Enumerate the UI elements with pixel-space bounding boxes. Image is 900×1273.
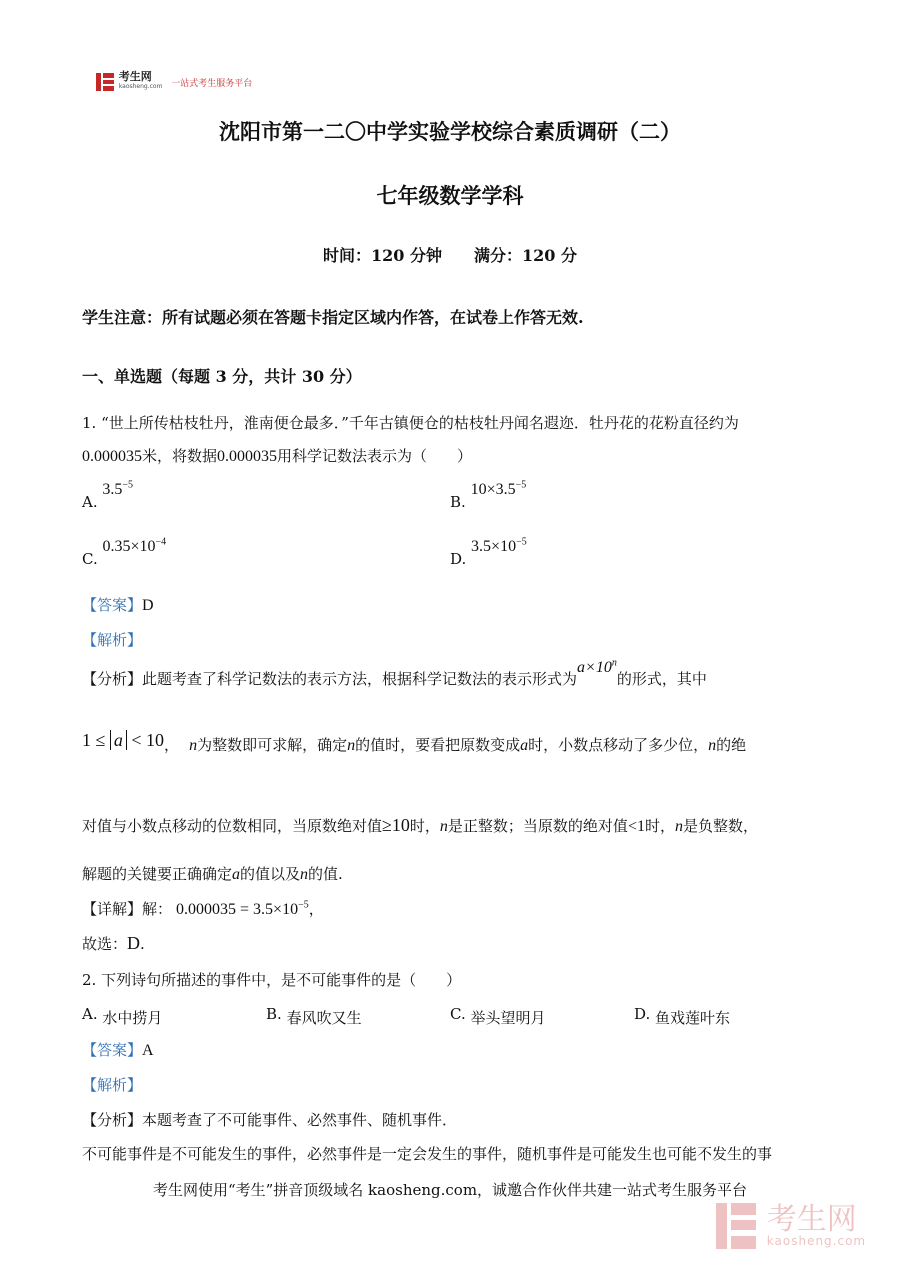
q1-fenxi-line4 <box>82 863 343 884</box>
q2-answer <box>82 1039 154 1060</box>
range-formula: 1 ≤ a < 10 <box>82 730 165 750</box>
q1-analysis-tag: 【解析】 <box>82 631 143 649</box>
fenxi-text: 的值. <box>308 865 343 883</box>
choose-text: 故选： <box>82 935 128 953</box>
option-letter: B. <box>266 1005 282 1023</box>
q1-text-a: 米，将数据 <box>142 447 218 465</box>
q1-fenxi-line1 <box>82 657 707 689</box>
formula-a-10n: $a\times 10^n$ <box>577 657 617 676</box>
q1-num2: 0.000035 <box>217 448 278 465</box>
var-n: n <box>439 818 448 835</box>
q2-option-b <box>266 1003 362 1027</box>
detail-text: ， <box>308 900 324 918</box>
watermark-domain: kaosheng.com <box>766 1234 867 1248</box>
var-n: n <box>300 866 309 883</box>
q1-fenxi-line2 <box>82 730 747 755</box>
q1-choose <box>82 933 145 954</box>
q1-option-d <box>450 537 527 569</box>
q1-stem-line2 <box>82 445 472 466</box>
notice: 学生注意：所有试题必须在答题卡指定区域内作答，在试卷上作答无效. <box>82 308 584 327</box>
option-formula: $10\times 3.5^{-5}$ <box>470 480 527 499</box>
answer-value: A <box>142 1042 154 1059</box>
watermark <box>716 1203 866 1249</box>
option-formula: $3.5^{-5}$ <box>102 480 134 499</box>
q2-fenxi <box>82 1109 457 1130</box>
q2-option-d <box>634 1003 731 1027</box>
fenxi-text: 时，小数点移动了多少位， <box>528 736 709 754</box>
logo-text: 考生网 <box>118 70 152 83</box>
choose-text: . <box>140 935 145 953</box>
var-n: n <box>347 737 356 754</box>
fenxi-tag: 【分析】 <box>82 670 143 688</box>
option-text: 举头望明月 <box>470 1009 546 1027</box>
fenxi-text: 本题考查了不可能事件、必然事件、随机事件． <box>142 1111 458 1129</box>
fenxi-text: 时， <box>644 817 675 835</box>
detail-tag: 【详解】 <box>82 900 143 918</box>
q2-analysis-tag: 【解析】 <box>82 1076 143 1094</box>
var-a: a <box>232 866 241 883</box>
watermark-logo-icon <box>716 1203 756 1249</box>
fenxi-text: 是正整数；当原数的绝对值 <box>447 817 628 835</box>
q1-stem-line1: 1. “世上所传枯枝牡丹，淮南便仓最多．”千年古镇便仓的枯枝牡丹闻名遐迩．牡丹花的花粉直径约为 <box>82 414 739 432</box>
lt-1: <1 <box>627 818 645 835</box>
watermark-text: 考生网 <box>766 1202 857 1237</box>
footer-text: 考生网使用“考生”拼音顶级域名 kaosheng.com，诚邀合作伙伴共建一站式考生服务平台 <box>152 1181 748 1199</box>
header-logo <box>96 72 252 94</box>
option-letter: D. <box>450 550 467 569</box>
q1-option-a <box>82 480 134 512</box>
fenxi-text: 的形式，其中 <box>616 670 707 688</box>
q2-option-c <box>450 1003 546 1027</box>
detail-formula: $0.000035 = 3.5\times 10^{-5}$ <box>176 899 309 918</box>
fenxi-text: 的值以及 <box>240 865 301 883</box>
choose-value: D <box>127 933 141 953</box>
q1-num1: 0.000035 <box>82 448 142 465</box>
fenxi-tag: 【分析】 <box>82 1111 143 1129</box>
fenxi-text: 为整数即可求解，确定 <box>197 736 348 754</box>
ge-10: ≥10 <box>382 815 410 835</box>
logo-domain: kaosheng.com <box>118 83 163 90</box>
var-a: a <box>520 737 529 754</box>
q1-detail <box>82 898 324 919</box>
answer-tag: 【答案】 <box>82 1041 143 1059</box>
option-letter: C. <box>82 550 98 569</box>
option-formula: $3.5\times 10^{-5}$ <box>471 537 527 556</box>
var-n: n <box>189 737 198 754</box>
fenxi-text: 此题考查了科学记数法的表示方法，根据科学记数法的表示形式为 <box>142 670 578 688</box>
kaosheng-logo-icon <box>96 73 114 91</box>
fenxi-text: ， <box>164 736 180 754</box>
fenxi-text: 是负整数， <box>682 817 758 835</box>
exam-info: 时间：120 分钟 满分：120 分 <box>323 246 577 265</box>
q1-option-b <box>450 480 527 512</box>
detail-text: 解： <box>142 900 173 918</box>
q1-option-c <box>82 537 167 569</box>
option-letter: A. <box>82 1005 98 1023</box>
logo-slogan: 一站式考生服务平台 <box>171 78 253 89</box>
q1-answer <box>82 594 154 615</box>
fenxi-text: 时， <box>409 817 440 835</box>
q1-fenxi-line3 <box>82 815 758 836</box>
option-letter: A. <box>82 493 98 512</box>
var-n: n <box>708 737 717 754</box>
page-title: 沈阳市第一二〇中学实验学校综合素质调研（二） <box>219 119 681 144</box>
option-letter: D. <box>634 1005 651 1023</box>
q2-option-a <box>82 1003 163 1027</box>
fenxi-text: 解题的关键要正确确定 <box>82 865 233 883</box>
option-text: 鱼戏莲叶东 <box>655 1009 731 1027</box>
answer-tag: 【答案】 <box>82 596 143 614</box>
fenxi-text: 的绝 <box>716 736 747 754</box>
option-text: 水中捞月 <box>102 1009 163 1027</box>
q1-text-b: 用科学记数法表示为（ ） <box>277 447 473 465</box>
fenxi-text: 对值与小数点移动的位数相同，当原数绝对值 <box>82 817 383 835</box>
q2-explain-line: 不可能事件是不可能发生的事件，必然事件是一定会发生的事件，随机事件是可能发生也可能不发生的事 <box>82 1145 773 1163</box>
answer-value: D <box>142 597 154 614</box>
option-formula: $0.35\times 10^{-4}$ <box>102 537 167 556</box>
var-n: n <box>674 818 683 835</box>
option-letter: C. <box>450 1005 466 1023</box>
q2-stem: 2. 下列诗句所描述的事件中，是不可能事件的是（ ） <box>82 971 462 989</box>
option-text: 春风吹又生 <box>286 1009 362 1027</box>
page-subtitle: 七年级数学学科 <box>376 183 524 208</box>
section-title: 一、单选题（每题 3 分，共计 30 分） <box>82 367 362 386</box>
option-letter: B. <box>450 493 466 512</box>
fenxi-text: 的值时，要看把原数变成 <box>355 736 521 754</box>
